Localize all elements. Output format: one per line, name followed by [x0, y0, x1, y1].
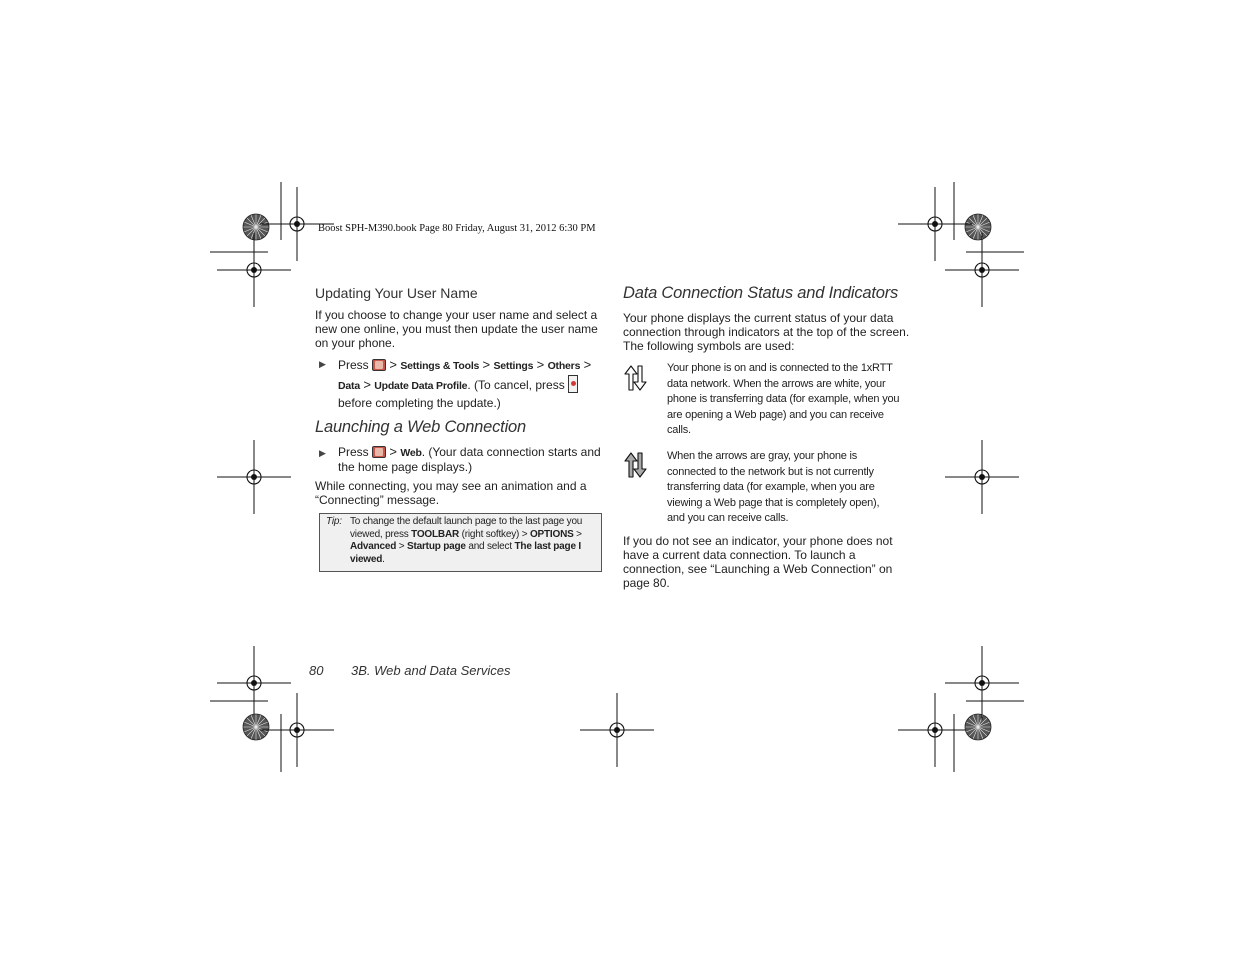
connecting-note: While connecting, you may see an animation and a “Connecting” message.: [315, 479, 587, 507]
registration-target-icon: [965, 214, 991, 240]
crosshair-icon: [945, 646, 1019, 720]
indicator-white-desc: Your phone is on and is connected to the 1xRTT data network. When the arrows are white, your phone is transferring data (for example, when you are opening a Web page) and you can receive calls.: [667, 362, 900, 436]
bullet-arrow-icon: ▶: [319, 359, 326, 369]
print-header: Boost SPH-M390.book Page 80 Friday, August 31, 2012 6:30 PM: [318, 223, 596, 234]
crosshair-icon: [945, 233, 1019, 307]
menu-key-icon: [372, 359, 386, 371]
crosshair-icon: [217, 440, 291, 514]
crosshair-icon: [945, 440, 1019, 514]
end-key-icon: [568, 375, 578, 393]
launch-web-step: Press > Web. (Your data connection starts and the home page displays.): [338, 444, 601, 474]
crosshair-icon: [217, 233, 291, 307]
crosshair-icon: [898, 693, 972, 767]
section-name: 3B. Web and Data Services: [351, 663, 511, 678]
tip-text: To change the default launch page to the last page you viewed, press TOOLBAR (right softkey) > OPTIONS > Advanced > Startup page and select The last page I viewed.: [350, 516, 583, 565]
updating-user-name-body: If you choose to change your user name and select a new one online, you must then update the user name on your phone.: [315, 308, 598, 350]
bullet-arrow-icon: ▶: [319, 448, 326, 458]
section-title-launching-web: Launching a Web Connection: [315, 418, 526, 436]
no-indicator-note: If you do not see an indicator, your phone does not have a current data connection. To launch a connection, see “Launching a Web Connection” on page 80.: [623, 534, 893, 590]
indicator-gray-desc: When the arrows are gray, your phone is connected to the network but is not currently transferring data (for example, when you are viewing a Web page that is completely open), and you can receive calls.: [667, 450, 880, 524]
crosshair-icon: [580, 693, 654, 767]
arrows-white-icon: [624, 365, 648, 391]
menu-key-icon: [372, 446, 386, 458]
crosshair-icon: [260, 693, 334, 767]
tip-box: Tip: To change the default launch page to the last page you viewed, press TOOLBAR (right softkey) > OPTIONS > Advanced > Startup page and select The last page I viewed.: [319, 513, 602, 572]
crosshair-icon: [217, 646, 291, 720]
page-number: 80: [309, 663, 324, 678]
crosshair-icon: [898, 187, 972, 261]
section-title-updating-user-name: Updating Your User Name: [315, 285, 478, 301]
arrows-gray-icon: [624, 452, 648, 478]
registration-target-icon: [243, 714, 269, 740]
data-status-intro: Your phone displays the current status of your data connection through indicators at the top of the screen. The following symbols are used:: [623, 311, 910, 353]
registration-target-icon: [965, 714, 991, 740]
registration-target-icon: [243, 214, 269, 240]
section-title-data-status: Data Connection Status and Indicators: [623, 284, 899, 302]
update-profile-step: Press > Settings & Tools > Settings > Others > Data > Update Data Profile. (To cancel, press before completing the update.): [338, 357, 592, 410]
